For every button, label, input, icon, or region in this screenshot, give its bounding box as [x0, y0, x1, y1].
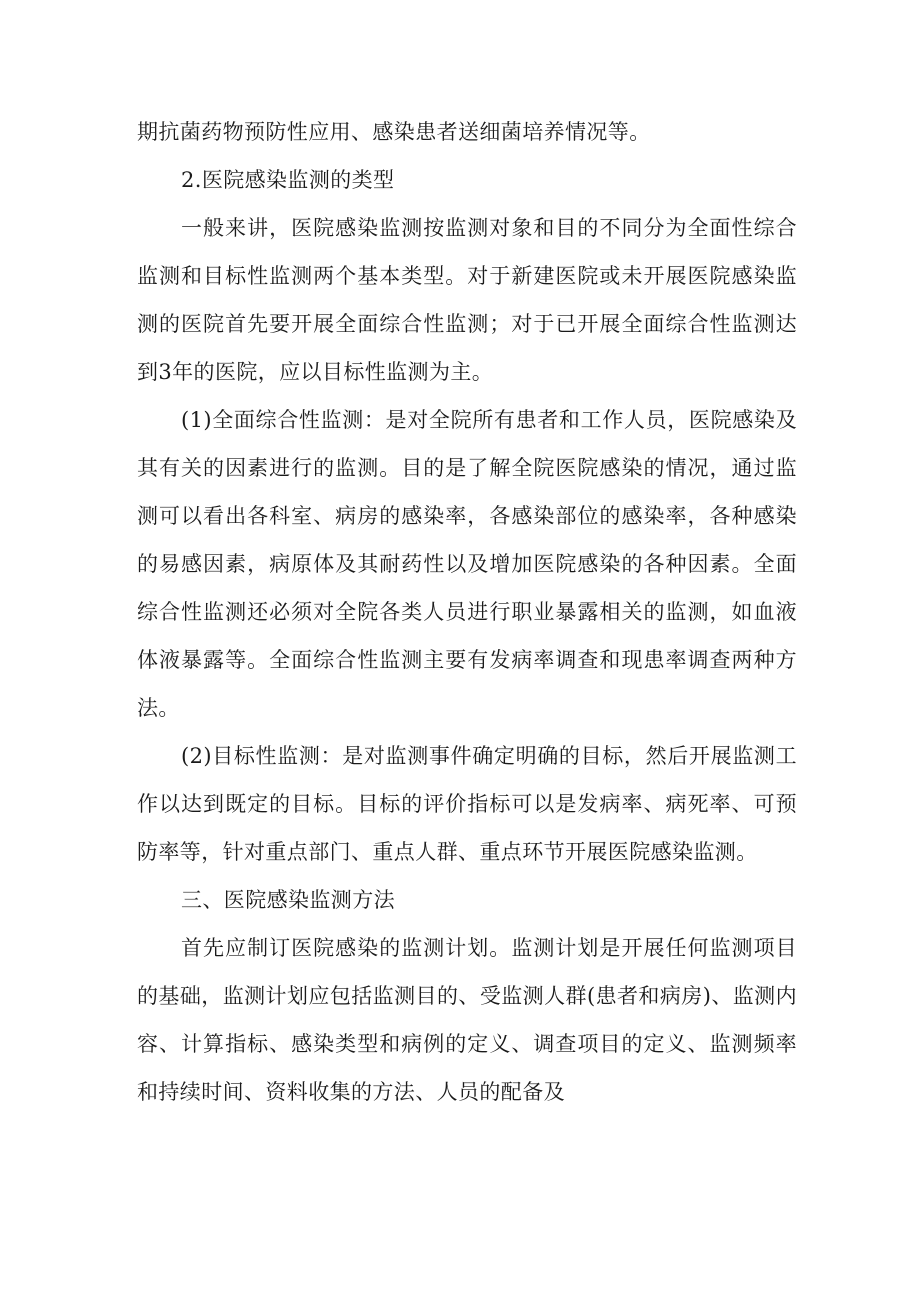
paragraph-overview: 一般来讲，医院感染监测按监测对象和目的不同分为全面性综合监测和目标性监测两个基本类型。对于新建医院或未开展医院感染监测的医院首先要开展全面综合性监测；对于已开展全面综合性监测达到3年的医院，应以目标性监测为主。 — [137, 216, 797, 384]
section-heading-types: 2.医院感染监测的类型 — [181, 168, 395, 192]
paragraph-targeted-monitoring: (2)目标性监测：是对监测事件确定明确的目标，然后开展监测工作以达到既定的目标。目标的评价指标可以是发病率、病死率、可预防率等，针对重点部门、重点人群、重点环节开展医院感染监测。 — [137, 744, 797, 864]
paragraph-comprehensive-monitoring: (1)全面综合性监测：是对全院所有患者和工作人员，医院感染及其有关的因素进行的监测。目的是了解全院医院感染的情况，通过监测可以看出各科室、病房的感染率，各感染部位的感染率，各种感染的易感因素，病原体及其耐药性以及增加医院感染的各种因素。全面综合性监测还必须对全院各类人员进行职业暴露相关的监测，如血液体液暴露等。全面综合性监测主要有发病率调查和现患率调查两种方法。 — [137, 408, 797, 720]
body-text — [137, 108, 797, 1116]
paragraph-monitoring-plan: 首先应制订医院感染的监测计划。监测计划是开展任何监测项目的基础，监测计划应包括监测目的、受监测人群(患者和病房)、监测内容、计算指标、感染类型和病例的定义、调查项目的定义、监测频率和持续时间、资料收集的方法、人员的配备及 — [137, 936, 797, 1104]
paragraph-continuation: 期抗菌药物预防性应用、感染患者送细菌培养情况等。 — [137, 120, 651, 144]
section-heading-methods: 三、医院感染监测方法 — [181, 888, 395, 912]
